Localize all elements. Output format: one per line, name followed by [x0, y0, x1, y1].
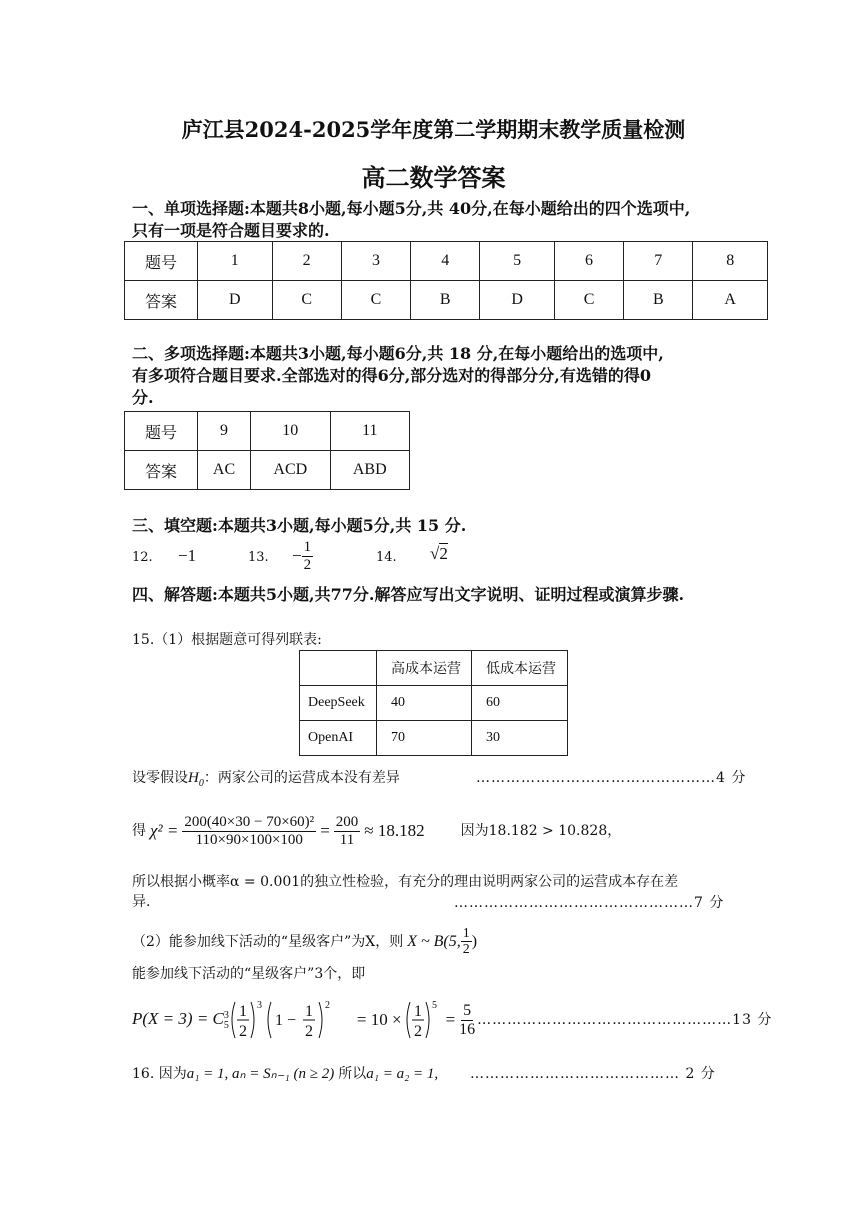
table-cell: 11: [330, 412, 409, 451]
table-cell: 4: [411, 242, 480, 281]
q13-denominator: 2: [303, 556, 312, 573]
chi-equals: =: [320, 821, 330, 840]
q14-answer: [430, 544, 448, 564]
table-cell: 40: [377, 686, 472, 721]
binomial-p-num: 1: [462, 926, 470, 941]
document-title: 庐江县2024-2025学年度第二学期期末教学质量检测: [181, 117, 686, 142]
row-label-num: 题号: [125, 412, 198, 451]
table-cell: C: [272, 281, 341, 320]
prob-c-sub: 5: [223, 1019, 229, 1031]
prob-eq-mid: = 10 ×: [356, 1010, 402, 1029]
section4-heading: 四、解答题:本题共5小题,共77分.解答应写出文字说明、证明过程或演算步骤.: [132, 585, 685, 604]
hypothesis-h: H: [188, 770, 199, 786]
table-row: [125, 412, 410, 451]
chi-numerator: 200(40×30 − 70×60)²: [184, 814, 315, 830]
document-subtitle: 高二数学答案: [361, 163, 506, 192]
table-cell: 6: [554, 242, 623, 281]
table-cell: 70: [377, 721, 472, 756]
table-cell: 7: [624, 242, 693, 281]
probability-formula: [132, 998, 772, 1042]
q16-prefix: 16. 因为: [132, 1066, 187, 1082]
q16-line: [132, 1064, 438, 1084]
chi-comparison: 因为18.182 > 10.828，: [460, 823, 622, 839]
prob-lhs: [132, 1009, 229, 1030]
hypothesis-symbol: [188, 770, 204, 789]
table-cell: D: [198, 281, 273, 320]
chi-denominator-2: 11: [339, 831, 355, 848]
prob-result-den: 16: [459, 1020, 476, 1038]
table-cell: B: [411, 281, 480, 320]
one-minus: 1 −: [274, 1012, 296, 1029]
table-cell: ABD: [330, 451, 409, 490]
chi-lhs: χ² =: [150, 821, 179, 840]
paren-left-2: [268, 1002, 271, 1038]
q13-label: 13.: [248, 550, 269, 565]
table-cell: AC: [198, 451, 251, 490]
table-header-cell: 低成本运营: [472, 651, 568, 686]
table-cell: DeepSeek: [300, 686, 377, 721]
table-row: [300, 651, 568, 686]
sqrt-symbol: √: [430, 544, 440, 563]
factor-num-2: 1: [304, 1003, 313, 1020]
chi-fraction-simplified: [334, 814, 361, 848]
table-cell: C: [554, 281, 623, 320]
chi-numerator-2: 200: [335, 814, 359, 830]
prob-result: [459, 1002, 475, 1038]
q15-part2-line2: 能参加线下活动的“星级客户”3个，即: [132, 966, 366, 982]
paren-right-2: [319, 1002, 322, 1038]
score-7: …………………………………………7 分: [454, 895, 725, 911]
chi-fraction: [182, 814, 316, 848]
table-cell: OpenAI: [300, 721, 377, 756]
row-label-ans: 答案: [125, 451, 198, 490]
factor-den-3: 2: [413, 1023, 422, 1040]
half-power-5: [402, 998, 442, 1042]
table-row: [125, 281, 768, 320]
section1-answer-table: [124, 241, 768, 320]
section2-heading-line1: 二、多项选择题:本题共3小题,每小题6分,共 18 分,在每小题给出的选项中,: [132, 344, 664, 363]
q16-condition: a₁ = 1, aₙ = Sₙ₋₁ (n ≥ 2): [186, 1066, 335, 1082]
factor-num: 1: [238, 1003, 247, 1020]
binomial-close: ): [471, 932, 478, 950]
q14-label: 14.: [376, 550, 397, 565]
binomial-distribution: X ~ B(5,: [407, 932, 461, 950]
conclusion-line1: 所以根据小概率α = 0.001的独立性检验，有充分的理由说明两家公司的运营成本存在差: [132, 874, 679, 890]
factor-den-2: 2: [304, 1023, 313, 1040]
prob-eq-end: =: [445, 1010, 456, 1029]
table-cell: 2: [272, 242, 341, 281]
section1-heading-line2: 只有一项是符合题目要求的.: [132, 221, 330, 240]
paren-left: [232, 1002, 235, 1038]
sqrt-radicand: 2: [439, 544, 448, 563]
exponent-3: 3: [256, 1000, 262, 1011]
score-4: …………………………………………4 分: [476, 770, 747, 786]
factor-den: 2: [238, 1023, 247, 1040]
paren-left-3: [407, 1002, 410, 1038]
table-row: [125, 451, 410, 490]
binomial-factors: [229, 998, 357, 1042]
binomial-p: [461, 926, 472, 958]
table-row: [125, 242, 768, 281]
q16-so: 所以: [338, 1066, 367, 1082]
section2-heading: [132, 343, 762, 409]
chi-square-formula: [132, 814, 621, 848]
contingency-table: [299, 650, 568, 756]
hypothesis-sub: 0: [198, 778, 204, 789]
q15-part2-line1: [132, 926, 477, 958]
score-2: …………………………………… 2 分: [470, 1066, 716, 1082]
table-cell: 8: [693, 242, 768, 281]
q12-label: 12.: [132, 550, 153, 565]
chi-prefix: 得: [132, 823, 146, 839]
prob-result-num: 5: [463, 1001, 472, 1019]
exponent-2: 2: [324, 1000, 330, 1011]
section2-heading-line2: 有多项符合题目要求.全部选对的得6分,部分选对的得部分分,有选错的得0: [132, 366, 651, 385]
section2-answer-table: [124, 411, 410, 490]
table-cell: 9: [198, 412, 251, 451]
chi-approx: ≈ 18.182: [364, 821, 425, 840]
factor-num-3: 1: [413, 1003, 422, 1020]
conclusion-line2: 异.: [132, 894, 151, 910]
null-hypothesis: [132, 768, 400, 794]
section3-heading: 三、填空题:本题共3小题,每小题5分,共 15 分.: [132, 516, 467, 535]
part2-text: （2）能参加线下活动的“星级客户”为X，则: [132, 933, 404, 950]
binomial-p-den: 2: [462, 942, 470, 958]
section2-heading-line3: 分.: [132, 388, 154, 407]
table-cell: D: [480, 281, 555, 320]
q13-answer: [292, 539, 313, 573]
table-cell: A: [693, 281, 768, 320]
q16-result: a₁ = a₂ = 1,: [366, 1066, 439, 1082]
row-label-ans: 答案: [125, 281, 198, 320]
prob-c-sup: 3: [223, 1009, 229, 1021]
table-cell: C: [341, 281, 410, 320]
hypothesis-prefix: 设零假设: [132, 770, 188, 786]
q13-numerator: 1: [303, 539, 312, 555]
q15-part1-intro: 15.（1）根据题意可得列联表:: [132, 632, 322, 648]
paren-right-3: [426, 1002, 429, 1038]
score-13: ……………………………………………13 分: [477, 1012, 773, 1028]
q12-answer: −1: [178, 546, 197, 565]
prob-expr: P(X = 3) = C: [132, 1009, 224, 1029]
table-cell: 60: [472, 686, 568, 721]
section1-heading-line1: 一、单项选择题:本题共8小题,每小题5分,共 40分,在每小题给出的四个选项中,: [132, 199, 691, 218]
exponent-5: 5: [431, 1000, 437, 1011]
table-row: [300, 721, 568, 756]
table-cell: ACD: [251, 451, 330, 490]
q13-sign: −: [292, 546, 302, 565]
hypothesis-text: ：两家公司的运营成本没有差异: [203, 770, 400, 786]
table-cell: 5: [480, 242, 555, 281]
section1-heading: [132, 198, 762, 242]
chi-denominator: 110×90×100×100: [195, 831, 303, 848]
paren-right: [251, 1002, 254, 1038]
table-cell: 30: [472, 721, 568, 756]
table-cell: 1: [198, 242, 273, 281]
table-cell: B: [624, 281, 693, 320]
table-row: [300, 686, 568, 721]
table-header-cell: 高成本运营: [377, 651, 472, 686]
row-label-num: 题号: [125, 242, 198, 281]
table-header-cell: [300, 651, 377, 686]
q13-fraction: [302, 539, 314, 573]
table-cell: 10: [251, 412, 330, 451]
table-cell: 3: [341, 242, 410, 281]
